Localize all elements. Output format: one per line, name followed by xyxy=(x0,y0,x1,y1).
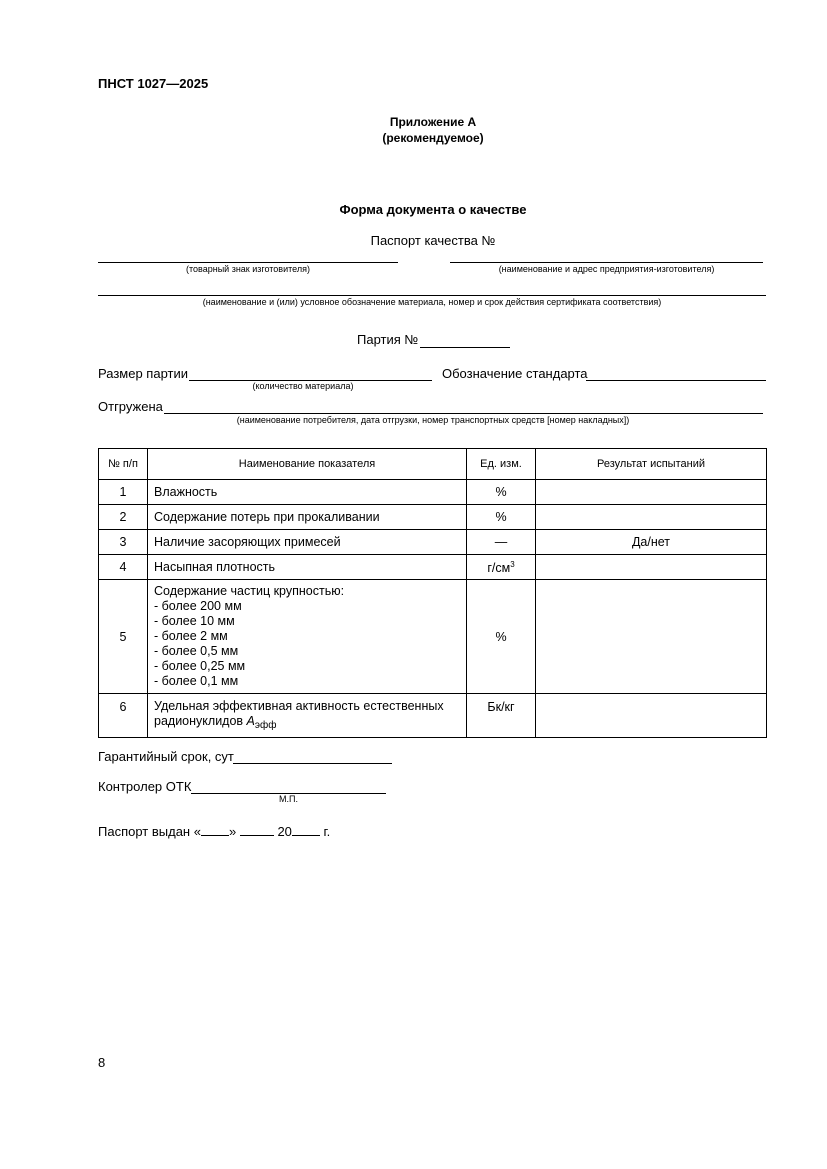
row-unit xyxy=(467,555,536,580)
issued-day-line xyxy=(201,835,229,836)
size-fraction-item: - более 0,25 мм xyxy=(154,659,246,673)
row-num: 6 xyxy=(99,694,148,738)
warranty-line xyxy=(233,763,392,764)
row-name xyxy=(148,580,467,694)
table-row xyxy=(99,530,767,555)
row-result xyxy=(536,505,767,530)
table-row xyxy=(99,480,767,505)
issued-year-line xyxy=(292,835,320,836)
table-row xyxy=(99,580,767,694)
issued-prefix: Паспорт выдан « xyxy=(98,824,201,839)
material-caption: (наименование и (или) условное обозначение материала, номер и срок действия сертификата соответствия) xyxy=(202,297,662,307)
stamp-label: М.П. xyxy=(279,794,298,804)
header-name: Наименование показателя xyxy=(148,449,467,480)
qc-label: Контролер ОТК xyxy=(98,779,192,794)
document-code: ПНСТ 1027—2025 xyxy=(98,76,209,91)
table-header-row xyxy=(99,449,767,480)
size-fraction-item: - более 200 мм xyxy=(154,599,242,613)
header-num: № п/п xyxy=(99,449,148,480)
unit-text: г/см xyxy=(487,560,511,575)
row-num: 2 xyxy=(99,505,148,530)
quality-table xyxy=(98,448,767,738)
row-name-text: Удельная эффективная активность естественных радионуклидов xyxy=(154,699,444,728)
size-fraction-item: - более 0,5 мм xyxy=(154,644,239,658)
activity-symbol-subscript: эфф xyxy=(254,720,277,731)
issued-line xyxy=(98,824,330,839)
row-result: Да/нет xyxy=(536,530,767,555)
row-result xyxy=(536,555,767,580)
page-number: 8 xyxy=(98,1055,106,1070)
table-row xyxy=(99,694,767,738)
manufacturer-line xyxy=(450,262,763,263)
row-unit: % xyxy=(467,580,536,694)
row-num: 5 xyxy=(99,580,148,694)
issued-mid: » xyxy=(228,824,237,839)
row-unit: Бк/кг xyxy=(467,694,536,738)
row-name: Влажность xyxy=(148,480,467,505)
size-fraction-item: - более 10 мм xyxy=(154,614,235,628)
warranty-label: Гарантийный срок, сут xyxy=(98,749,234,764)
trademark-caption: (товарный знак изготовителя) xyxy=(186,264,310,274)
row-num: 4 xyxy=(99,555,148,580)
shipped-label: Отгружена xyxy=(98,399,163,414)
table-row xyxy=(99,505,767,530)
form-title: Форма документа о качестве xyxy=(339,202,527,217)
batch-label: Партия № xyxy=(357,332,419,347)
shipped-line xyxy=(164,413,763,414)
row-name xyxy=(148,694,467,738)
passport-label: Паспорт качества № xyxy=(370,233,496,248)
row-unit: % xyxy=(467,505,536,530)
trademark-line xyxy=(98,262,398,263)
issued-suffix: г. xyxy=(323,824,331,839)
batch-size-label: Размер партии xyxy=(98,366,188,381)
header-result: Результат испытаний xyxy=(536,449,767,480)
annex-subtitle: (рекомендуемое) xyxy=(382,131,484,145)
header-unit: Ед. изм. xyxy=(467,449,536,480)
row-num: 1 xyxy=(99,480,148,505)
activity-symbol: A xyxy=(246,714,255,728)
issued-year-prefix: 20 xyxy=(277,824,292,839)
row-name: Содержание потерь при прокаливании xyxy=(148,505,467,530)
manufacturer-caption: (наименование и адрес предприятия-изготовителя) xyxy=(498,264,715,274)
row-result xyxy=(536,480,767,505)
row-name: Насыпная плотность xyxy=(148,555,467,580)
batch-number-line xyxy=(420,347,510,348)
standard-label: Обозначение стандарта xyxy=(442,366,588,381)
unit-superscript: 3 xyxy=(510,559,515,569)
shipped-caption: (наименование потребителя, дата отгрузки, номер транспортных средств [номер накладных]) xyxy=(236,415,630,425)
row-result xyxy=(536,580,767,694)
size-fraction-item: - более 2 мм xyxy=(154,629,228,643)
table-row xyxy=(99,555,767,580)
annex-title: Приложение А xyxy=(389,115,477,129)
issued-month-line xyxy=(240,835,274,836)
row-name-heading: Содержание частиц крупностью: xyxy=(154,584,345,598)
row-result xyxy=(536,694,767,738)
row-unit: — xyxy=(467,530,536,555)
material-line xyxy=(98,295,766,296)
row-unit: % xyxy=(467,480,536,505)
row-num: 3 xyxy=(99,530,148,555)
batch-size-caption: (количество материала) xyxy=(252,381,354,391)
size-fraction-item: - более 0,1 мм xyxy=(154,674,239,688)
standard-line xyxy=(586,380,766,381)
row-name: Наличие засоряющих примесей xyxy=(148,530,467,555)
